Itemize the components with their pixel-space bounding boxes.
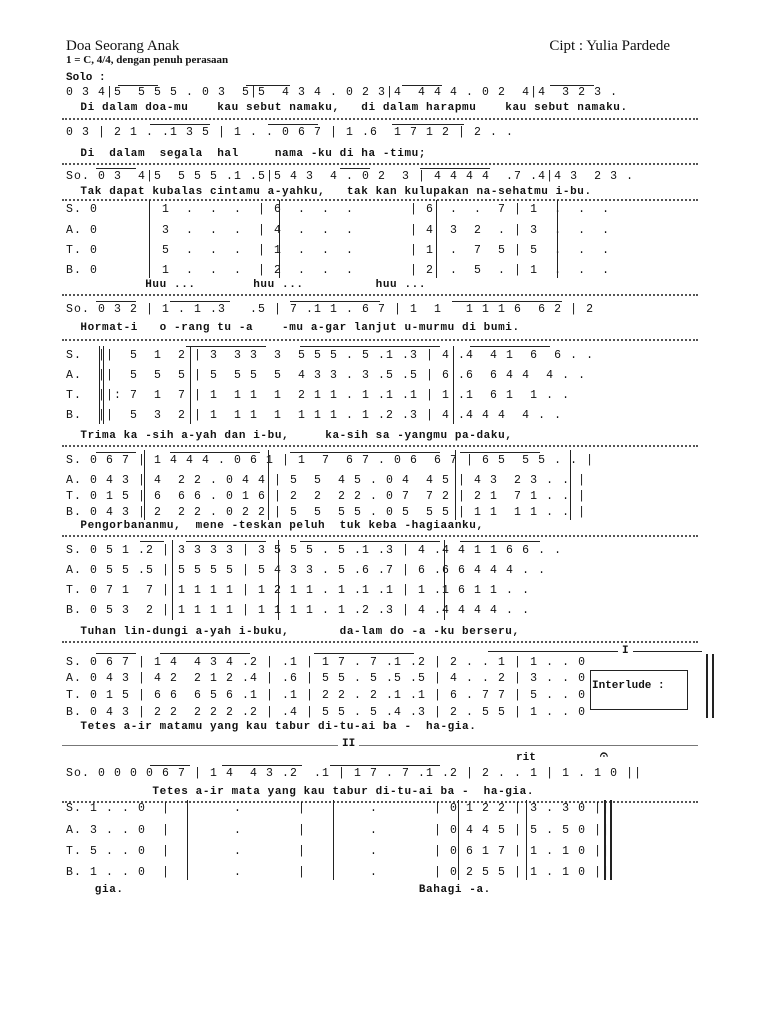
- beam-line: [150, 124, 210, 125]
- beam-line: [170, 452, 260, 453]
- notation-line-bass: B. 0 4 3 | 2 2 2 . 0 2 2 | 5 5 5 5 . 0 5 5 5 | 1 1 1 1 . . |: [66, 506, 587, 519]
- notation-line-bass: B. 0 | 1 . . . | 2 . . . | 2 . 5 . | 1 . . .: [66, 264, 611, 277]
- barline: [458, 800, 459, 880]
- lyric-line: Tetes a-ir matamu yang kau tabur di-tu-ai ba - ha-gia.: [66, 721, 477, 733]
- beam-line: [290, 301, 380, 302]
- barline: [610, 800, 612, 880]
- notation-line-bass: B. || 5 3 2 | 1 1 1 1 1 1 1 . 1 .2 .3 | 4 .4 4 4 4 . .: [66, 409, 563, 422]
- barline: [557, 200, 558, 278]
- beam-line: [170, 301, 230, 302]
- lyric-line: gia. Bahagi -a.: [66, 884, 491, 896]
- notation-line-tenor: T. ||: 7 1 7 | 1 1 1 1 2 1 1 . 1 .1 .1 | 1 .1 6 1 1 . .: [66, 389, 571, 402]
- beam-line: [452, 301, 562, 302]
- notation-line-tenor: T. 0 1 5 | 6 6 6 5 6 .1 | .1 | 2 2 . 2 .1 .1 | 6 . 7 7 | 5 . . 0: [66, 689, 587, 702]
- fermata-icon: 𝄐: [600, 748, 608, 764]
- notation-line-soprano: S. 0 6 7 | 1 4 4 3 4 .2 | .1 | 1 7 . 7 .1 .2 | 2 . . 1 | 1 . . 0: [66, 656, 587, 669]
- barline: [99, 346, 100, 424]
- notation-line-bass: B. 1 . . 0 | . | . | 0 2 5 5 | 1 . 1 0 ||: [66, 866, 611, 879]
- composer-credit: Cipt : Yulia Pardede: [549, 38, 670, 54]
- notation-line: So. 0 0 0 0 6 7 | 1 4 4 3 .2 .1 | 1 7 . 7 .1 .2 | 2 . . 1 | 1 . 1 0 ||: [66, 767, 643, 780]
- notation-line: So. 0 3 4|5 5 5 5 .1 .5|5 4 3 4 . 0 2 3 | 4 4 4 4 .7 .4|4 3 2 3 .: [66, 170, 635, 183]
- beam-line: [470, 346, 550, 347]
- beam-line: [392, 124, 464, 125]
- notation-line-tenor: T. 0 1 5 | 6 6 6 . 0 1 6 | 2 2 2 2 . 0 7 7 2 | 2 1 7 1 . . |: [66, 490, 587, 503]
- beam-line: [96, 653, 136, 654]
- beam-line: [340, 168, 370, 169]
- beam-line: [330, 765, 440, 766]
- notation-line: 0 3 | 2 1 . .1 3 5 | 1 . . 0 6 7 | 1 .6 1 7 1 2 | 2 . .: [66, 126, 515, 139]
- notation-line: So. 0 3 2 | 1 . 1 .3 .5 | 7 .1 1 . 6 7 | 1 1 1 1 1 6 6 2 | 2: [66, 303, 595, 316]
- barline: [172, 540, 173, 620]
- solo-label: Solo :: [66, 72, 106, 84]
- notation-line-bass: B. 0 4 3 | 2 2 2 2 2 .2 | .4 | 5 5 . 5 .4 .3 | 2 . 5 5 | 1 . . 0: [66, 706, 587, 719]
- beam-line: [268, 124, 318, 125]
- barline: [570, 450, 571, 520]
- beam-line: [160, 653, 250, 654]
- notation-line-alto: A. || 5 5 5 | 5 5 5 5 4 3 3 . 3 .5 .5 | 6 .6 6 4 4 4 . .: [66, 369, 587, 382]
- notation-line-alto: A. 0 4 3 | 4 2 2 1 2 .4 | .6 | 5 5 . 5 .5 .5 | 4 . . 2 | 3 . . 0: [66, 672, 587, 685]
- barline: [268, 450, 269, 520]
- beam-line: [402, 85, 442, 86]
- beam-line: [460, 452, 540, 453]
- section-divider: [62, 199, 698, 201]
- barline: [455, 450, 456, 520]
- lyric-line: Trima ka -sih a-yah dan i-bu, ka-sih sa -yangmu pa-daku,: [66, 430, 513, 442]
- notation-line-soprano: S. 0 6 7 | 1 4 4 4 . 0 6 1 | 1 7 6 7 . 0 6 6 7 | 6 5 5 5 . . |: [66, 454, 595, 467]
- notation-line-bass: B. 0 5 3 2 | 1 1 1 1 | 1 1 1 1 . 1 .2 .3 | 4 .4 4 4 4 . .: [66, 604, 531, 617]
- section-divider: [62, 294, 698, 296]
- part-one-label: I: [618, 645, 633, 657]
- beam-line: [222, 765, 302, 766]
- beam-line: [140, 541, 164, 542]
- song-title: Doa Seorang Anak: [66, 38, 180, 54]
- part-two-bracket: [62, 745, 698, 746]
- barline: [187, 800, 188, 880]
- section-divider: [62, 118, 698, 120]
- notation-line: 0 3 4|5 5 5 5 . 0 3 5|5 4 3 4 . 0 2 3|4 4 4 4 . 0 2 4|4 3 2 3 .: [66, 86, 619, 99]
- beam-line: [96, 168, 136, 169]
- barline: [436, 200, 437, 278]
- notation-line-alto: A. 0 | 3 . . . | 4 . . . | 4 3 2 . | 3 . . .: [66, 224, 611, 237]
- notation-line-tenor: T. 0 | 5 . . . | 1 . . . | 1 . 7 5 | 5 . . .: [66, 244, 611, 257]
- notation-line-tenor: T. 0 7 1 7 | 1 1 1 1 | 1 2 1 1 . 1 .1 .1 | 1 .1 6 1 1 . .: [66, 584, 531, 597]
- notation-line-soprano: S. || 5 1 2 | 3 3 3 3 5 5 5 . 5 .1 .3 | 4 .4 4 1 6 6 . .: [66, 349, 595, 362]
- key-signature: 1 = C, 4/4, dengan penuh perasaan: [66, 54, 229, 66]
- part-two-label: II: [338, 738, 359, 750]
- lyric-line: Huu ... huu ... huu ...: [66, 279, 427, 291]
- beam-line: [96, 452, 136, 453]
- beam-line: [550, 85, 594, 86]
- barline: [712, 654, 714, 718]
- barline: [333, 800, 334, 880]
- barline: [444, 540, 445, 620]
- notation-line-alto: A. 0 4 3 | 4 2 2 . 0 4 4 | 5 5 4 5 . 0 4 4 5 | 4 3 2 3 . . |: [66, 474, 587, 487]
- notation-line-tenor: T. 5 . . 0 | . | . | 0 6 1 7 | 1 . 1 0 ||: [66, 845, 611, 858]
- interlude-label: Interlude :: [592, 680, 665, 692]
- notation-line-soprano: S. 0 5 1 .2 | 3 3 3 3 | 3 5 5 5 . 5 .1 .3 | 4 .4 4 1 1 6 6 . .: [66, 544, 563, 557]
- section-divider: [62, 339, 698, 341]
- section-divider: [62, 163, 698, 165]
- lyric-line: Di dalam doa-mu kau sebut namaku, di dalam harapmu kau sebut namaku.: [66, 102, 628, 114]
- notation-line-soprano: S. 1 . . 0 | . | . | 0 1 2 2 | 3 . 3 0 ||: [66, 802, 611, 815]
- beam-line: [118, 85, 158, 86]
- lyric-line: Di dalam segala hal nama -ku di ha -timu;: [66, 148, 427, 160]
- barline: [604, 800, 606, 880]
- barline: [453, 346, 454, 424]
- beam-line: [246, 85, 290, 86]
- beam-line: [186, 541, 266, 542]
- beam-line: [186, 346, 266, 347]
- barline: [190, 346, 191, 424]
- lyric-line: Hormat-i o -rang tu -a -mu a-gar lanjut u-murmu di bumi.: [66, 322, 520, 334]
- barline: [706, 654, 708, 718]
- section-divider: [62, 535, 698, 537]
- lyric-line: Pengorbananmu, mene -teskan peluh tuk keba -hagiaanku,: [66, 520, 484, 532]
- beam-line: [150, 765, 190, 766]
- section-divider: [62, 641, 698, 643]
- ritardando-mark: rit: [516, 752, 536, 764]
- beam-line: [300, 541, 440, 542]
- barline: [526, 800, 527, 880]
- beam-line: [300, 346, 440, 347]
- barline: [279, 200, 280, 278]
- beam-line: [290, 452, 440, 453]
- barline: [278, 540, 279, 620]
- barline: [103, 346, 104, 424]
- beam-line: [314, 653, 414, 654]
- lyric-line: Tetes a-ir mata yang kau tabur di-tu-ai ba - ha-gia.: [66, 786, 535, 798]
- barline: [149, 200, 150, 278]
- notation-line-alto: A. 0 5 5 .5 | 5 5 5 5 | 5 4 3 3 . 5 .6 .7 | 6 .6 6 4 4 4 . .: [66, 564, 547, 577]
- lyric-line: Tak dapat kubalas cintamu a-yahku, tak kan kulupakan na-sehatmu i-bu.: [66, 186, 592, 198]
- notation-line-alto: A. 3 . . 0 | . | . | 0 4 4 5 | 5 . 5 0 ||: [66, 824, 611, 837]
- beam-line: [96, 301, 136, 302]
- lyric-line: Tuhan lin-dungi a-yah i-buku, da-lam do -a -ku berseru,: [66, 626, 520, 638]
- barline: [144, 450, 145, 520]
- notation-line-soprano: S. 0 | 1 . . . | 6 . . . | 6 . . 7 | 1 . . .: [66, 203, 611, 216]
- part-one-bracket: [488, 651, 702, 652]
- section-divider: [62, 445, 698, 447]
- beam-line: [420, 168, 490, 169]
- beam-line: [460, 541, 540, 542]
